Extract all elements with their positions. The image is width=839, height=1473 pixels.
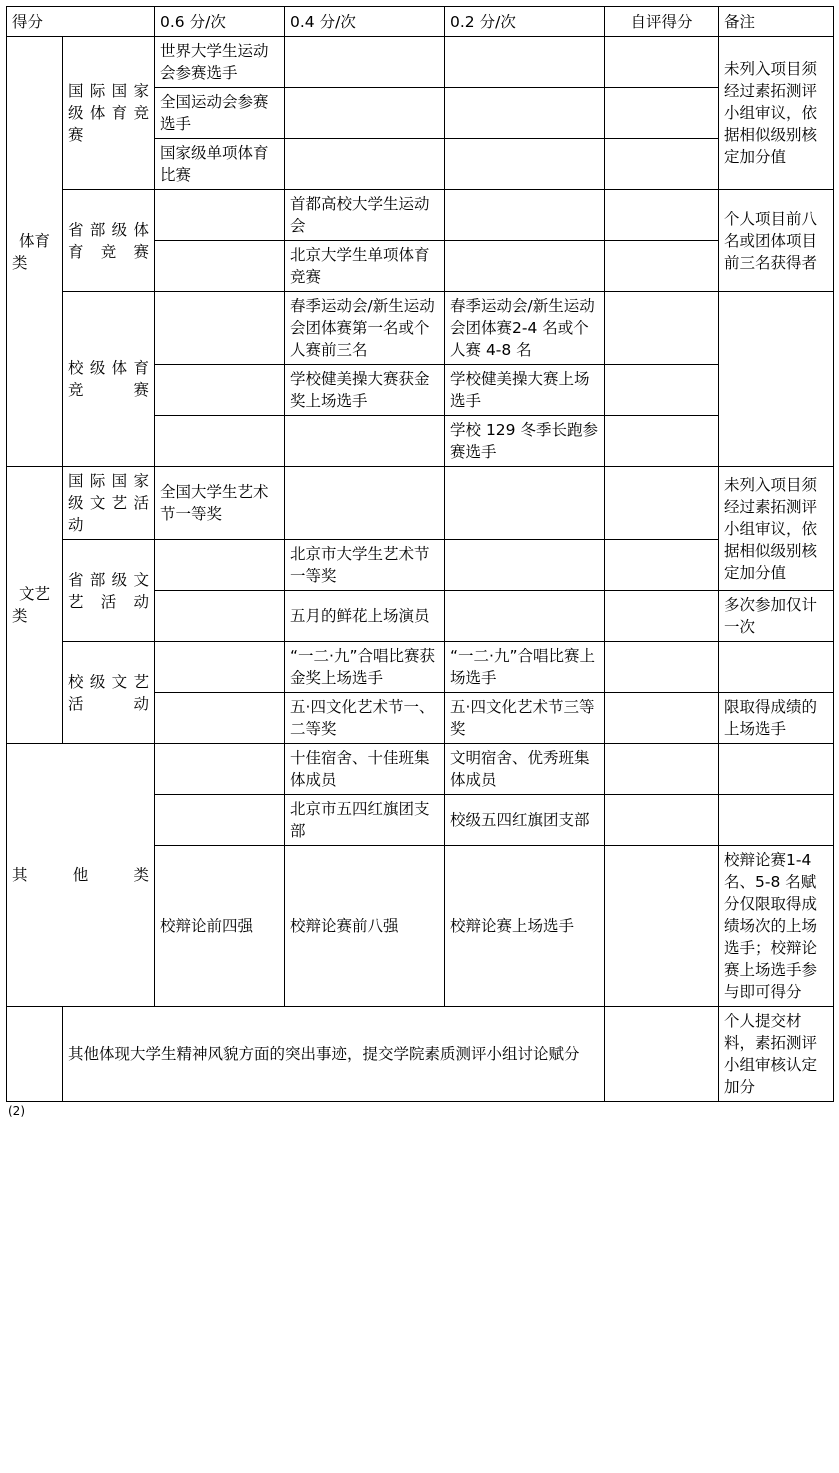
- cell-0-4: 十佳宿舍、十佳班集体成员: [285, 744, 445, 795]
- cell-category-empty: [7, 1007, 63, 1102]
- cell-0-2: 校级五四红旗团支部: [445, 795, 605, 846]
- cell-0-6: 全国运动会参赛选手: [155, 88, 285, 139]
- cell-0-6-empty: [155, 642, 285, 693]
- cell-0-6: 校辩论前四强: [155, 846, 285, 1007]
- cell-0-6-empty: [155, 292, 285, 365]
- cell-0-4: “一二·九”合唱比赛获金奖上场选手: [285, 642, 445, 693]
- cell-self-eval[interactable]: [605, 241, 719, 292]
- category-arts: 文艺类: [7, 467, 63, 744]
- subcategory-school-sports: 校 级 体 育 竞 赛: [63, 292, 155, 467]
- cell-0-2: 学校 129 冬季长跑参赛选手: [445, 416, 605, 467]
- cell-0-4: 五·四文化艺术节一、二等奖: [285, 693, 445, 744]
- cell-0-6-empty: [155, 365, 285, 416]
- cell-remark-empty: [719, 795, 834, 846]
- cell-0-4: 首都高校大学生运动会: [285, 190, 445, 241]
- table-row: [7, 540, 834, 591]
- cell-0-2: 学校健美操大赛上场选手: [445, 365, 605, 416]
- cell-0-4: 学校健美操大赛获金奖上场选手: [285, 365, 445, 416]
- table-row: [7, 37, 834, 88]
- header-score: 得分: [7, 7, 155, 37]
- page-footer-mark: (2): [8, 1104, 25, 1118]
- cell-0-4-empty: [285, 88, 445, 139]
- cell-0-6-empty: [155, 795, 285, 846]
- cell-0-6: 国家级单项体育比赛: [155, 139, 285, 190]
- cell-0-6: 世界大学生运动会参赛选手: [155, 37, 285, 88]
- cell-0-4: 北京市五四红旗团支部: [285, 795, 445, 846]
- cell-0-4-empty: [285, 416, 445, 467]
- cell-0-6-empty: [155, 190, 285, 241]
- cell-remark-empty: [719, 744, 834, 795]
- cell-0-2: 文明宿舍、优秀班集体成员: [445, 744, 605, 795]
- table-row: [7, 467, 834, 540]
- subcategory-intl-national-arts: 国 际 国 家 级 文 艺 活 动: [63, 467, 155, 540]
- subcategory-intl-national-sports: 国 际 国 家 级 体 育 竞 赛: [63, 37, 155, 190]
- cell-0-4-empty: [285, 37, 445, 88]
- cell-remark: 未列入项目须经过素拓测评小组审议，依据相似级别核定加分值: [719, 37, 834, 190]
- cell-remark: 校辩论赛1-4 名、5-8 名赋分仅限取得成绩场次的上场选手；校辩论赛上场选手参与即可得分: [719, 846, 834, 1007]
- cell-0-2-empty: [445, 467, 605, 540]
- table-row: [7, 190, 834, 241]
- cell-0-6-empty: [155, 591, 285, 642]
- cell-0-2-empty: [445, 540, 605, 591]
- cell-remark: 个人项目前八名或团体项目前三名获得者: [719, 190, 834, 292]
- cell-self-eval[interactable]: [605, 190, 719, 241]
- cell-self-eval[interactable]: [605, 795, 719, 846]
- cell-0-4: 北京大学生单项体育竞赛: [285, 241, 445, 292]
- cell-self-eval[interactable]: [605, 37, 719, 88]
- cell-self-eval[interactable]: [605, 846, 719, 1007]
- cell-self-eval[interactable]: [605, 365, 719, 416]
- cell-self-eval[interactable]: [605, 642, 719, 693]
- table-row: [7, 292, 834, 365]
- subcategory-provincial-arts: 省 部 级 文 艺 活 动: [63, 540, 155, 642]
- cell-0-4-empty: [285, 139, 445, 190]
- cell-remark-empty: [719, 642, 834, 693]
- cell-remark: 未列入项目须经过素拓测评小组审议，依据相似级别核定加分值: [719, 467, 834, 591]
- table-header-row: [7, 7, 834, 37]
- cell-self-eval[interactable]: [605, 693, 719, 744]
- cell-0-2: 五·四文化艺术节三等奖: [445, 693, 605, 744]
- cell-0-2: “一二·九”合唱比赛上场选手: [445, 642, 605, 693]
- cell-self-eval[interactable]: [605, 292, 719, 365]
- subcategory-school-arts: 校 级 文 艺 活 动: [63, 642, 155, 744]
- cell-0-6-empty: [155, 744, 285, 795]
- cell-0-2-empty: [445, 139, 605, 190]
- cell-0-2-empty: [445, 190, 605, 241]
- cell-0-2-empty: [445, 37, 605, 88]
- cell-self-eval[interactable]: [605, 416, 719, 467]
- cell-self-eval[interactable]: [605, 139, 719, 190]
- cell-remark: 多次参加仅计一次: [719, 591, 834, 642]
- cell-0-2-empty: [445, 88, 605, 139]
- cell-remark-empty: [719, 292, 834, 467]
- header-col-0-6: 0.6 分/次: [155, 7, 285, 37]
- cell-0-6: 全国大学生艺术节一等奖: [155, 467, 285, 540]
- cell-0-4: 五月的鲜花上场演员: [285, 591, 445, 642]
- cell-0-2: 春季运动会/新生运动会团体赛2-4 名或个人赛 4-8 名: [445, 292, 605, 365]
- cell-self-eval[interactable]: [605, 1007, 719, 1102]
- header-col-0-4: 0.4 分/次: [285, 7, 445, 37]
- cell-0-2-empty: [445, 591, 605, 642]
- cell-0-4: 春季运动会/新生运动会团体赛第一名或个人赛前三名: [285, 292, 445, 365]
- cell-0-6-empty: [155, 416, 285, 467]
- cell-remark: 个人提交材料，素拓测评小组审核认定加分: [719, 1007, 834, 1102]
- cell-self-eval[interactable]: [605, 591, 719, 642]
- cell-0-6-empty: [155, 241, 285, 292]
- category-sports: 体育类: [7, 37, 63, 467]
- table-row-other-deeds: [7, 1007, 834, 1102]
- cell-self-eval[interactable]: [605, 744, 719, 795]
- cell-self-eval[interactable]: [605, 467, 719, 540]
- cell-0-4: 北京市大学生艺术节一等奖: [285, 540, 445, 591]
- cell-other-deeds: 其他体现大学生精神风貌方面的突出事迹，提交学院素质测评小组讨论赋分: [63, 1007, 605, 1102]
- cell-0-2: 校辩论赛上场选手: [445, 846, 605, 1007]
- category-others: 其他类: [7, 744, 155, 1007]
- cell-0-2-empty: [445, 241, 605, 292]
- header-remark: 备注: [719, 7, 834, 37]
- header-col-0-2: 0.2 分/次: [445, 7, 605, 37]
- cell-0-4-empty: [285, 467, 445, 540]
- cell-0-4: 校辩论赛前八强: [285, 846, 445, 1007]
- table-row: [7, 744, 834, 795]
- cell-0-6-empty: [155, 693, 285, 744]
- cell-self-eval[interactable]: [605, 540, 719, 591]
- score-table: [6, 6, 834, 1102]
- cell-self-eval[interactable]: [605, 88, 719, 139]
- cell-remark: 限取得成绩的上场选手: [719, 693, 834, 744]
- cell-0-6-empty: [155, 540, 285, 591]
- subcategory-provincial-sports: 省 部 级 体 育 竞 赛: [63, 190, 155, 292]
- table-row: [7, 642, 834, 693]
- header-self-eval: 自评得分: [605, 7, 719, 37]
